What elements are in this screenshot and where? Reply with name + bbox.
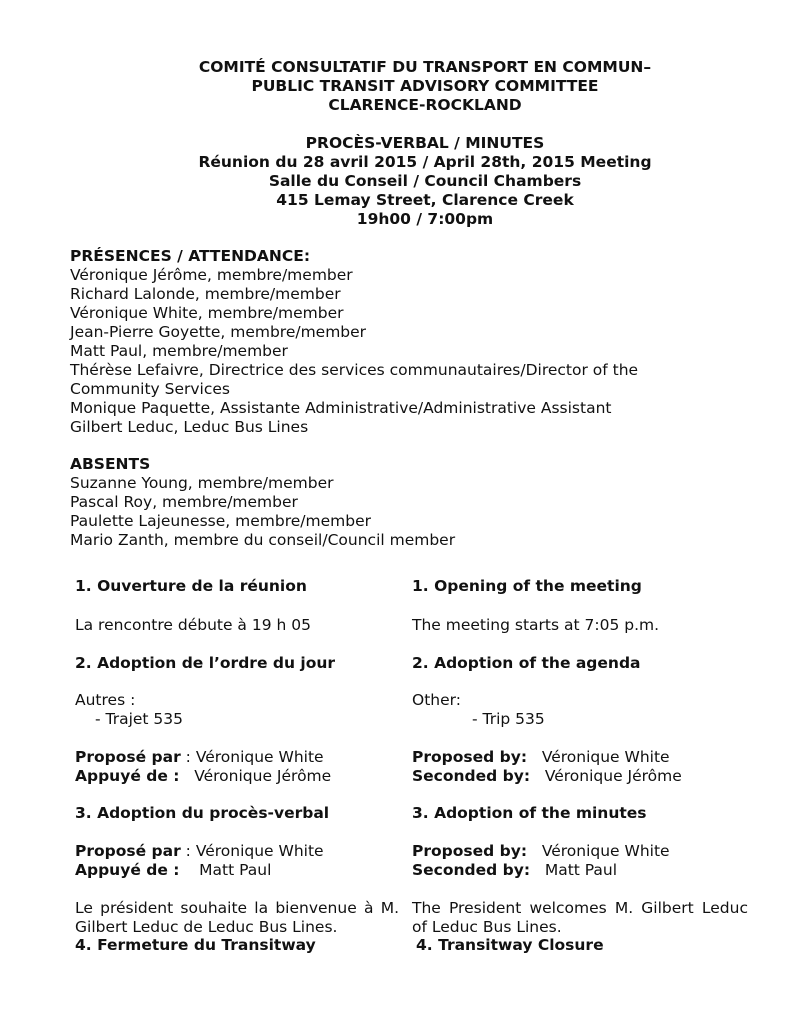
section-3-seconded-fr — [75, 861, 271, 880]
seconded-value: Matt Paul — [544, 861, 618, 879]
section-2-bullet-en: - Trip 535 — [472, 710, 545, 728]
list-item: Gilbert Leduc, Leduc Bus Lines — [70, 418, 309, 436]
proposed-value: Véronique White — [195, 748, 324, 766]
list-item: Mario Zanth, membre du conseil/Council member — [70, 531, 456, 549]
list-item: Matt Paul, membre/member — [70, 342, 288, 360]
section-3-welcome-en: The President welcomes M. Gilbert Leduc of Leduc Bus Lines. — [412, 899, 748, 936]
section-4-title-fr: 4. Fermeture du Transitway — [75, 936, 316, 954]
seconded-value: Matt Paul — [199, 861, 272, 879]
proposed-label: Proposé par — [75, 842, 181, 860]
meeting-address: 415 Lemay Street, Clarence Creek — [276, 191, 574, 209]
meeting-date: Réunion du 28 avril 2015 / April 28th, 2015 Meeting — [198, 153, 652, 171]
proposed-label: Proposed by: — [412, 748, 528, 766]
absents-list — [70, 474, 770, 550]
section-1-title-fr: 1. Ouverture de la réunion — [75, 577, 307, 595]
list-item: Monique Paquette, Assistante Administrative/Administrative Assistant — [70, 399, 612, 417]
seconded-label: Seconded by: — [412, 861, 531, 879]
section-2-proposed-fr — [75, 748, 324, 767]
section-2-seconded-en — [412, 767, 682, 786]
section-3-title-en: 3. Adoption of the minutes — [412, 804, 647, 822]
section-2-proposed-en — [412, 748, 670, 767]
section-3-proposed-fr — [75, 842, 324, 861]
seconded-value: Véronique Jérôme — [544, 767, 682, 785]
section-3-seconded-en — [412, 861, 617, 880]
absents-heading: ABSENTS — [70, 455, 151, 473]
proposed-separator: : — [180, 748, 196, 766]
seconded-label: Appuyé de : — [75, 767, 180, 785]
proposed-separator: : — [180, 842, 196, 860]
section-2-bullet-fr: - Trajet 535 — [95, 710, 184, 728]
list-item: Paulette Lajeunesse, membre/member — [70, 512, 371, 530]
section-2-title-en: 2. Adoption of the agenda — [412, 654, 641, 672]
document-type: PROCÈS-VERBAL / MINUTES — [305, 134, 545, 152]
proposed-label: Proposed by: — [412, 842, 528, 860]
list-item: Suzanne Young, membre/member — [70, 474, 334, 492]
section-3-title-fr: 3. Adoption du procès-verbal — [75, 804, 330, 822]
section-3-proposed-en — [412, 842, 670, 861]
document-header — [70, 58, 780, 229]
attendance-heading: PRÉSENCES / ATTENDANCE: — [70, 247, 311, 265]
section-2-title-fr: 2. Adoption de l’ordre du jour — [75, 654, 336, 672]
seconded-value: Véronique Jérôme — [194, 767, 332, 785]
section-1-title-en: 1. Opening of the meeting — [412, 577, 642, 595]
section-2-other-fr: Autres : — [75, 691, 136, 709]
proposed-value: Véronique White — [541, 842, 670, 860]
seconded-label: Seconded by: — [412, 767, 531, 785]
committee-title-en: PUBLIC TRANSIT ADVISORY COMMITTEE — [251, 77, 599, 95]
section-1-text-fr: La rencontre débute à 19 h 05 — [75, 616, 311, 634]
proposed-label: Proposé par — [75, 748, 181, 766]
list-item: Community Services — [70, 380, 230, 398]
list-item: Véronique White, membre/member — [70, 304, 344, 322]
list-item: Jean-Pierre Goyette, membre/member — [70, 323, 367, 341]
attendance-list — [70, 266, 770, 437]
list-item: Thérèse Lefaivre, Directrice des services communautaires/Director of the — [70, 361, 639, 379]
municipality: CLARENCE-ROCKLAND — [328, 96, 522, 114]
seconded-label: Appuyé de : — [75, 861, 180, 879]
section-1-text-en: The meeting starts at 7:05 p.m. — [412, 616, 660, 634]
proposed-value: Véronique White — [195, 842, 324, 860]
meeting-time: 19h00 / 7:00pm — [356, 210, 494, 228]
proposed-value: Véronique White — [541, 748, 670, 766]
section-3-welcome-fr: Le président souhaite la bienvenue à M. Gilbert Leduc de Leduc Bus Lines. — [75, 899, 399, 936]
section-2-other-en: Other: — [412, 691, 461, 709]
list-item: Richard Lalonde, membre/member — [70, 285, 341, 303]
meeting-room: Salle du Conseil / Council Chambers — [268, 172, 582, 190]
section-2-seconded-fr — [75, 767, 331, 786]
committee-title-fr: COMITÉ CONSULTATIF DU TRANSPORT EN COMMUN– — [198, 58, 652, 76]
list-item: Véronique Jérôme, membre/member — [70, 266, 353, 284]
list-item: Pascal Roy, membre/member — [70, 493, 298, 511]
section-4-title-en: 4. Transitway Closure — [416, 936, 604, 954]
